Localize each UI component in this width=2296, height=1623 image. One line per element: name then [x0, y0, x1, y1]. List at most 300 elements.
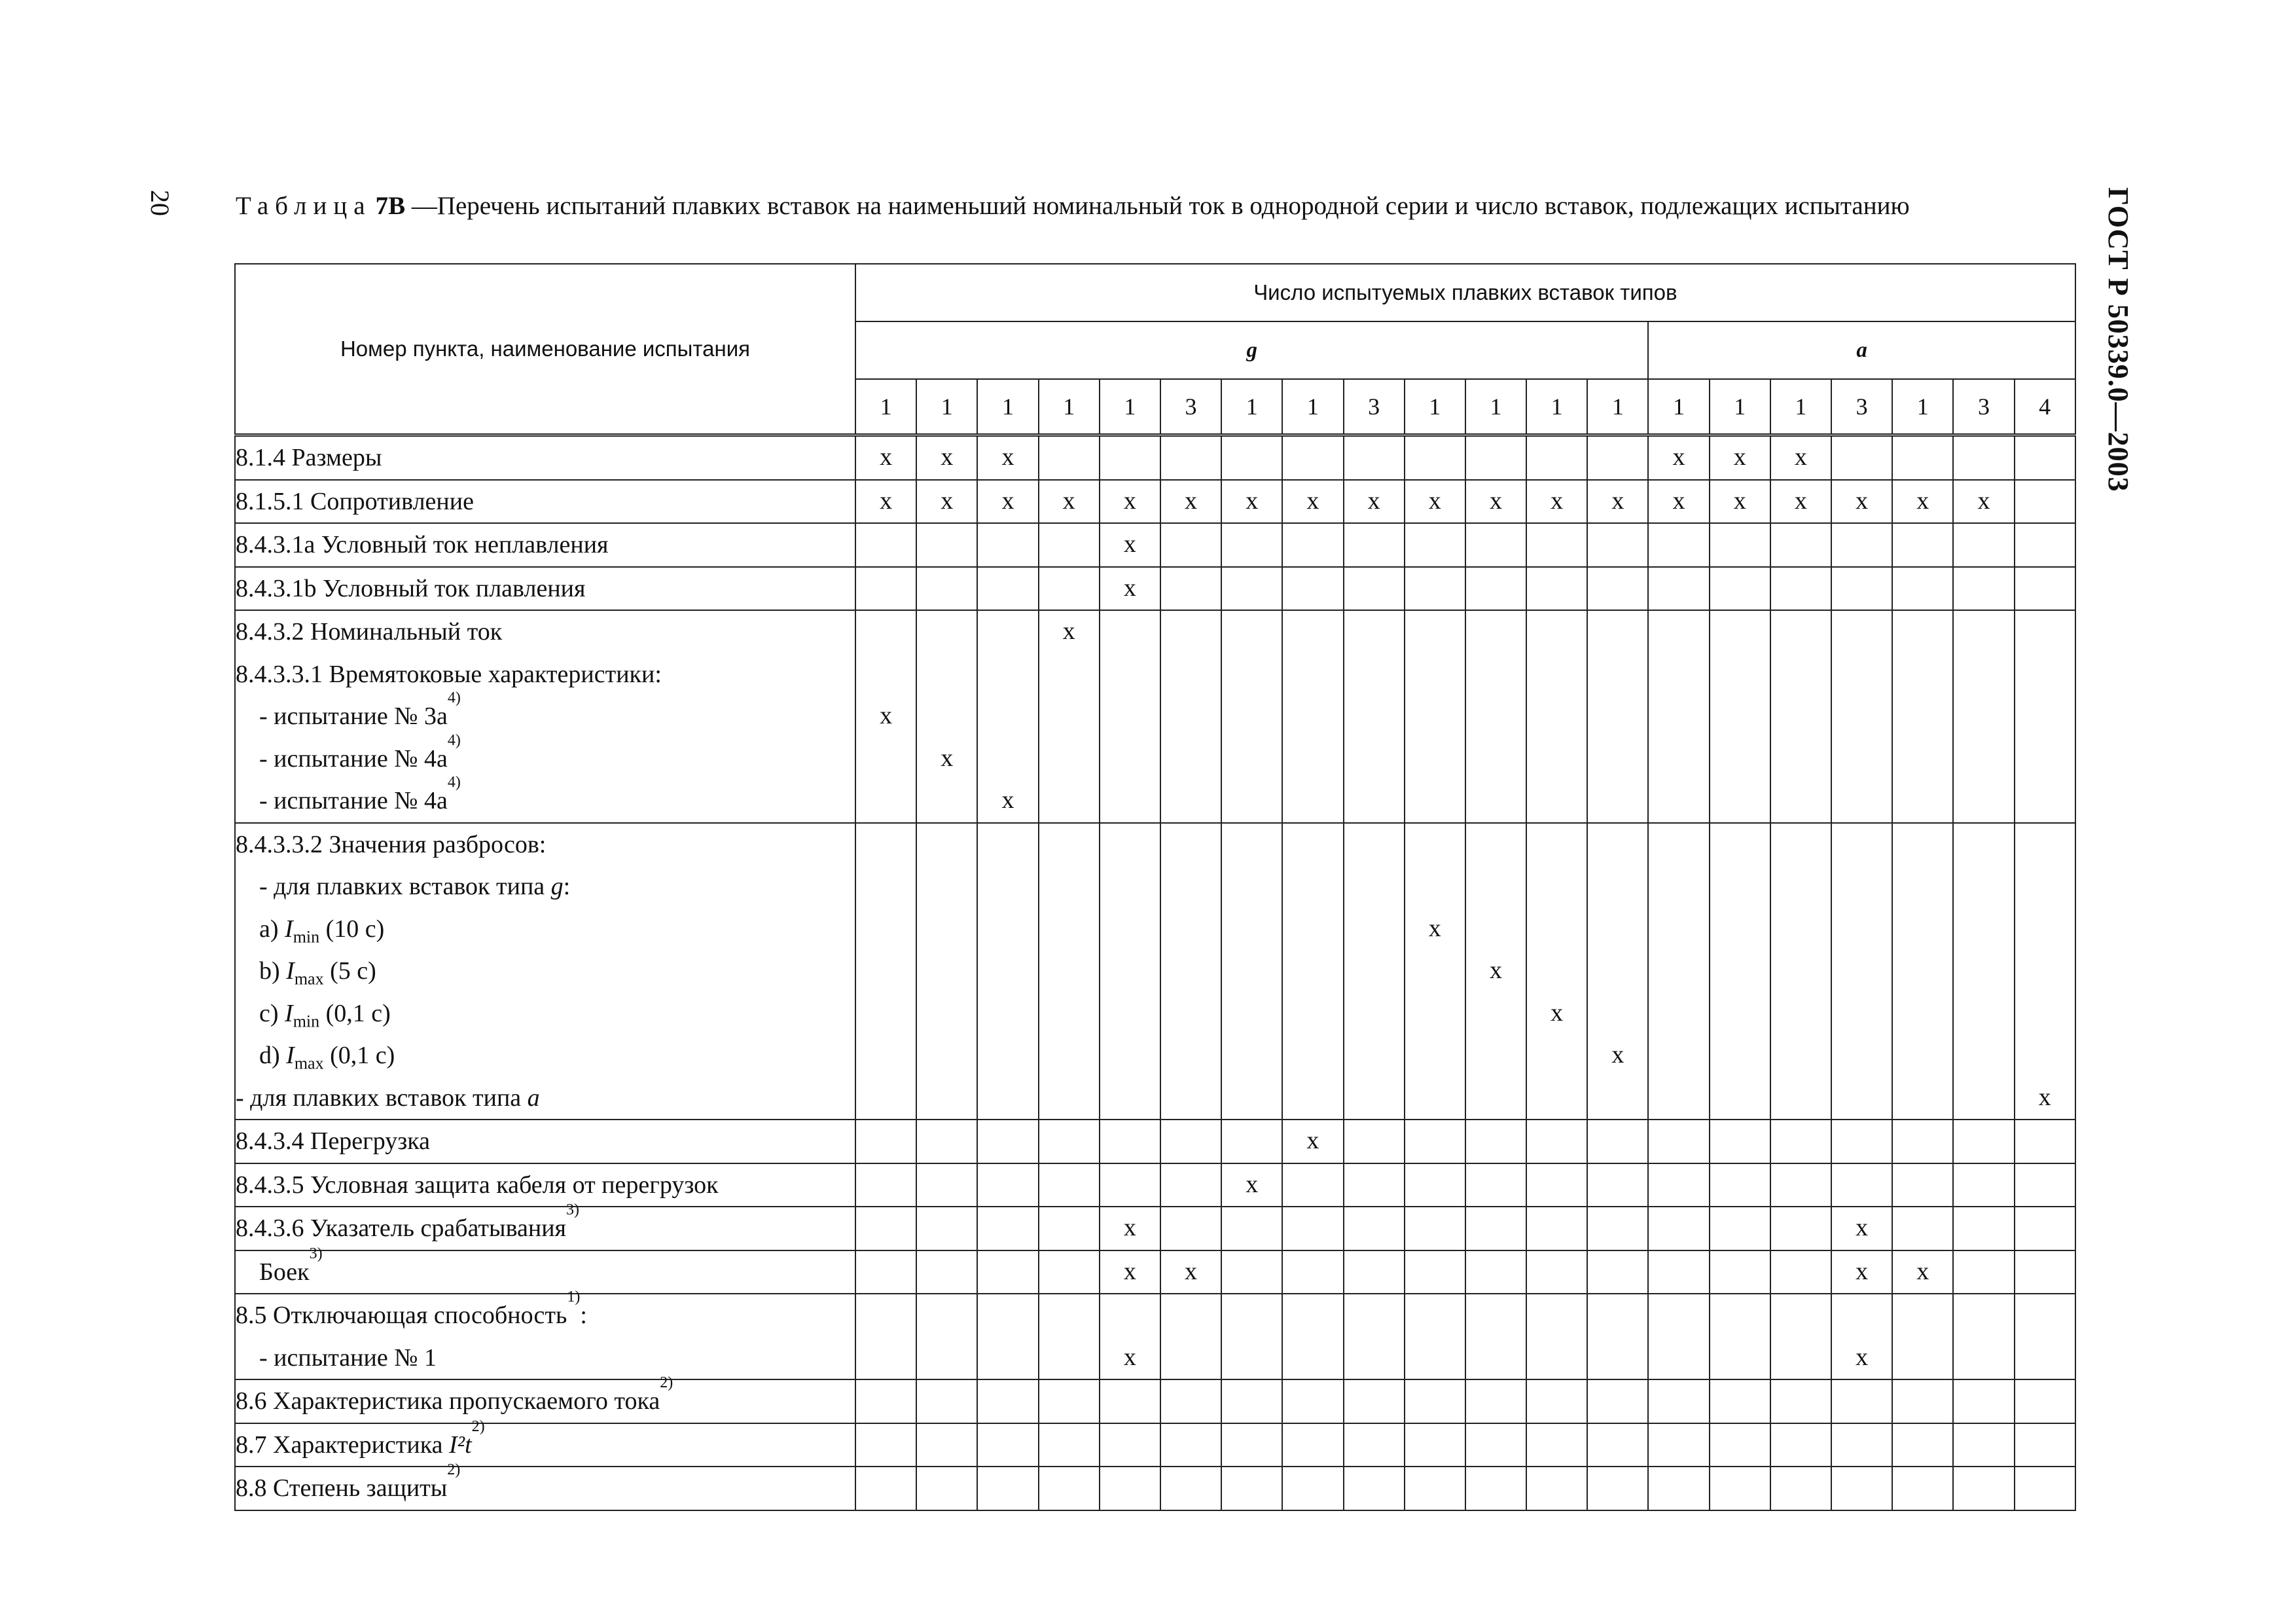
mark-cell — [1770, 823, 1831, 1120]
mark-cell — [1344, 1294, 1405, 1379]
mark-cell — [855, 435, 916, 480]
i2t-symbol: I²t — [449, 1431, 472, 1459]
test-name-line — [236, 1461, 855, 1510]
mark-cell — [977, 1250, 1038, 1294]
test-name-cell — [235, 1201, 855, 1250]
document-code: ГОСТ Р 50339.0—2003 — [2102, 187, 2134, 492]
mark-cell — [1282, 823, 1343, 1120]
mark-cell — [916, 1423, 977, 1467]
mark-cell — [1405, 1250, 1465, 1294]
mark-cell — [1526, 1250, 1587, 1294]
name-column-header: Номер пункта, наименование испытания — [235, 264, 855, 435]
current-symbol: I — [286, 957, 295, 985]
count-header: 1 — [1587, 379, 1648, 435]
test-name-suffix: : — [563, 873, 571, 900]
test-mark: x — [1489, 957, 1502, 984]
mark-cell — [1465, 1294, 1526, 1379]
test-name-suffix: (10 с) — [319, 915, 385, 943]
mark-cell — [1405, 610, 1465, 823]
test-mark: x — [1123, 574, 1136, 602]
mark-cell — [1648, 480, 1709, 524]
mark-cell — [916, 823, 977, 1120]
mark-cell — [1344, 1423, 1405, 1467]
mark-cell — [855, 823, 916, 1120]
mark-cell — [1160, 823, 1221, 1120]
test-name-line — [236, 774, 855, 822]
footnote-ref: 4) — [447, 774, 461, 791]
mark-cell — [1282, 1163, 1343, 1207]
mark-cell — [1465, 1423, 1526, 1467]
test-mark: x — [880, 702, 893, 729]
mark-cell — [1282, 610, 1343, 823]
mark-cell — [1710, 823, 1770, 1120]
mark-cell — [1710, 567, 1770, 611]
count-header: 1 — [916, 379, 977, 435]
mark-cell — [1282, 523, 1343, 567]
test-name-text: Боек — [259, 1258, 310, 1286]
mark-cell — [2015, 1423, 2075, 1467]
table-row — [235, 1379, 2075, 1423]
mark-cell — [1465, 523, 1526, 567]
test-mark: x — [1856, 1214, 1869, 1241]
mark-cell — [1710, 523, 1770, 567]
table-row — [235, 1163, 2075, 1207]
test-mark: x — [1123, 1214, 1136, 1241]
mark-cell — [1587, 1467, 1648, 1510]
mark-cell — [1221, 1423, 1282, 1467]
mark-cell — [1892, 567, 1953, 611]
mark-cell — [1160, 480, 1221, 524]
mark-cell — [1831, 567, 1892, 611]
mark-cell — [1465, 1467, 1526, 1510]
mark-cell — [916, 435, 977, 480]
test-mark: x — [1306, 1127, 1319, 1154]
current-subscript: min — [293, 927, 320, 947]
mark-cell — [1405, 435, 1465, 480]
mark-cell — [977, 435, 1038, 480]
mark-cell — [1160, 1423, 1221, 1467]
mark-cell — [1221, 610, 1282, 823]
mark-cell — [1831, 1250, 1892, 1294]
count-header: 1 — [1892, 379, 1953, 435]
test-name-line — [236, 1245, 855, 1294]
mark-cell — [1892, 1423, 1953, 1467]
mark-cell — [1344, 1163, 1405, 1207]
mark-cell — [1160, 1207, 1221, 1250]
mark-cell — [1953, 1379, 2014, 1423]
test-name-line — [236, 481, 855, 523]
test-name-text: - испытание № 4а — [259, 787, 448, 814]
mark-cell — [1160, 523, 1221, 567]
test-mark: x — [1123, 486, 1136, 515]
mark-cell — [1344, 523, 1405, 567]
mark-cell — [1282, 1120, 1343, 1163]
mark-cell — [1039, 567, 1100, 611]
test-name-line — [236, 993, 855, 1035]
test-mark: x — [1977, 486, 1990, 515]
count-header: 1 — [1039, 379, 1100, 435]
test-mark: x — [1001, 443, 1014, 471]
mark-cell — [1100, 1120, 1160, 1163]
test-name-line — [236, 866, 855, 908]
mark-cell — [1892, 1294, 1953, 1379]
test-name-line — [236, 1077, 855, 1120]
test-name-line — [236, 611, 855, 653]
mark-cell — [1648, 610, 1709, 823]
test-mark: x — [880, 486, 893, 515]
mark-cell — [1039, 435, 1100, 480]
test-mark: x — [1794, 486, 1807, 515]
mark-cell — [1770, 567, 1831, 611]
test-name-line — [236, 1120, 855, 1163]
test-mark: x — [1185, 486, 1198, 515]
table-row — [235, 523, 2075, 567]
test-name-cell — [235, 610, 855, 823]
test-name-text: 8.6 Характеристика пропускаемого тока — [236, 1387, 660, 1415]
test-name-suffix: (0,1 с) — [323, 1042, 395, 1069]
test-mark: x — [1306, 486, 1319, 515]
mark-cell — [1953, 435, 2014, 480]
mark-cell — [916, 523, 977, 567]
mark-cell — [1465, 610, 1526, 823]
test-name-text: 8.4.3.5 Условная защита кабеля от перегрузок — [236, 1171, 719, 1199]
mark-cell — [1526, 435, 1587, 480]
mark-cell — [1953, 1120, 2014, 1163]
mark-cell — [1282, 480, 1343, 524]
mark-cell — [1221, 1294, 1282, 1379]
mark-cell — [1770, 435, 1831, 480]
mark-cell — [1648, 1467, 1709, 1510]
test-mark: x — [1246, 486, 1259, 515]
test-mark: x — [1123, 530, 1136, 558]
mark-cell — [1526, 1120, 1587, 1163]
mark-cell — [1405, 523, 1465, 567]
mark-cell — [855, 1467, 916, 1510]
mark-cell — [1587, 1294, 1648, 1379]
mark-cell — [1039, 1467, 1100, 1510]
mark-cell — [1587, 435, 1648, 480]
mark-cell — [1892, 1467, 1953, 1510]
mark-cell — [1770, 480, 1831, 524]
current-subscript: max — [294, 969, 324, 989]
mark-cell — [1831, 523, 1892, 567]
mark-cell — [1587, 823, 1648, 1120]
tests-table — [234, 263, 2076, 1511]
test-name-line — [236, 731, 855, 780]
mark-cell — [1282, 1379, 1343, 1423]
mark-cell — [1710, 1207, 1770, 1250]
mark-cell — [855, 610, 916, 823]
footnote-ref: 1) — [567, 1288, 581, 1305]
test-mark: x — [1916, 1257, 1929, 1285]
count-header: 3 — [1344, 379, 1405, 435]
test-name-text: 8.4.3.1a Условный ток неплавления — [236, 531, 609, 558]
mark-cell — [1648, 1207, 1709, 1250]
mark-cell — [1587, 610, 1648, 823]
mark-cell — [1160, 1467, 1221, 1510]
mark-cell — [1953, 1207, 2014, 1250]
mark-cell — [1405, 480, 1465, 524]
mark-cell — [1831, 1467, 1892, 1510]
mark-cell — [1100, 1294, 1160, 1379]
mark-cell — [855, 480, 916, 524]
mark-cell — [1831, 1207, 1892, 1250]
mark-cell — [1100, 823, 1160, 1120]
count-header: 1 — [1100, 379, 1160, 435]
mark-cell — [1831, 1120, 1892, 1163]
test-name-text: - для плавких вставок типа — [236, 1084, 522, 1112]
test-mark: x — [941, 443, 954, 471]
mark-cell — [1344, 567, 1405, 611]
mark-cell — [1221, 480, 1282, 524]
mark-cell — [1770, 1120, 1831, 1163]
mark-cell — [1039, 1163, 1100, 1207]
mark-cell — [1710, 610, 1770, 823]
mark-cell — [916, 1250, 977, 1294]
mark-cell — [1465, 1163, 1526, 1207]
mark-cell — [1526, 610, 1587, 823]
test-mark: x — [1856, 486, 1869, 515]
mark-cell — [1100, 1250, 1160, 1294]
test-name-cell — [235, 1374, 855, 1423]
test-name-cell — [235, 435, 855, 480]
type-a-header: a — [1648, 321, 2075, 379]
mark-cell — [1526, 523, 1587, 567]
mark-cell — [1221, 523, 1282, 567]
type-g-header: g — [855, 321, 1648, 379]
test-name-text: 8.4.3.1b Условный ток плавления — [236, 574, 586, 602]
mark-cell — [2015, 435, 2075, 480]
count-header: 1 — [1710, 379, 1770, 435]
mark-cell — [916, 480, 977, 524]
mark-cell — [855, 1207, 916, 1250]
test-name-line — [236, 1288, 855, 1337]
test-name-text: 8.7 Характеристика — [236, 1431, 450, 1459]
mark-cell — [2015, 480, 2075, 524]
mark-cell — [1831, 435, 1892, 480]
mark-cell — [1039, 480, 1100, 524]
count-header: 1 — [1221, 379, 1282, 435]
test-mark: x — [1001, 486, 1014, 515]
test-name-line — [236, 437, 855, 479]
test-name-line — [236, 524, 855, 566]
mark-cell — [1405, 1467, 1465, 1510]
test-name-cell — [235, 567, 855, 611]
mark-cell — [1221, 1207, 1282, 1250]
mark-cell — [1100, 1379, 1160, 1423]
mark-cell — [977, 823, 1038, 1120]
test-mark: x — [1733, 486, 1746, 515]
test-name-line — [236, 1164, 855, 1207]
test-mark: x — [1367, 486, 1380, 515]
table-row — [235, 1120, 2075, 1163]
mark-cell — [1282, 567, 1343, 611]
mark-cell — [1221, 1379, 1282, 1423]
mark-cell — [1648, 1294, 1709, 1379]
test-mark: x — [1672, 443, 1685, 471]
mark-cell — [1710, 1423, 1770, 1467]
test-name-text: 8.4.3.4 Перегрузка — [236, 1127, 431, 1155]
mark-cell — [1405, 1379, 1465, 1423]
mark-cell — [1282, 1207, 1343, 1250]
mark-cell — [1160, 1250, 1221, 1294]
test-name-line — [236, 568, 855, 610]
mark-cell — [1710, 1163, 1770, 1207]
type-variable: a — [527, 1084, 540, 1112]
table-row — [235, 1207, 2075, 1250]
mark-cell — [1953, 1294, 2014, 1379]
test-name-line — [236, 653, 855, 696]
count-header: 1 — [1405, 379, 1465, 435]
test-mark: x — [1611, 1041, 1624, 1068]
test-name-text: a) — [259, 915, 285, 943]
test-name-suffix: (5 с) — [323, 957, 376, 985]
current-symbol: I — [285, 999, 293, 1027]
mark-cell — [1526, 1379, 1587, 1423]
test-name-cell — [235, 1461, 855, 1510]
mark-cell — [1892, 435, 1953, 480]
test-mark: x — [1794, 443, 1807, 471]
mark-cell — [1648, 1120, 1709, 1163]
test-name-text: 8.4.3.6 Указатель срабатывания — [236, 1214, 567, 1242]
mark-cell — [1526, 480, 1587, 524]
mark-cell — [977, 1120, 1038, 1163]
mark-cell — [855, 1379, 916, 1423]
test-name-suffix: : — [580, 1302, 587, 1329]
mark-cell — [1160, 1294, 1221, 1379]
count-header: 3 — [1953, 379, 2014, 435]
mark-cell — [1039, 523, 1100, 567]
mark-cell — [1465, 1379, 1526, 1423]
mark-cell — [916, 610, 977, 823]
mark-cell — [977, 480, 1038, 524]
mark-cell — [1587, 1250, 1648, 1294]
mark-cell — [1039, 610, 1100, 823]
mark-cell — [1710, 1294, 1770, 1379]
mark-cell — [1648, 435, 1709, 480]
mark-cell — [1953, 823, 2014, 1120]
table-row — [235, 823, 2075, 1120]
mark-cell — [916, 1379, 977, 1423]
mark-cell — [1710, 1120, 1770, 1163]
test-mark: x — [1062, 486, 1075, 515]
mark-cell — [1587, 1207, 1648, 1250]
mark-cell — [1344, 610, 1405, 823]
mark-cell — [1831, 823, 1892, 1120]
mark-cell — [2015, 610, 2075, 823]
test-name-text: 8.4.3.3.1 Времятоковые характеристики: — [236, 660, 662, 688]
mark-cell — [1100, 435, 1160, 480]
test-name-line — [236, 1034, 855, 1077]
test-name-text: - испытание № 1 — [259, 1343, 437, 1372]
mark-cell — [1465, 1250, 1526, 1294]
test-name-text: d) — [259, 1042, 287, 1069]
mark-cell — [1221, 435, 1282, 480]
mark-cell — [977, 1294, 1038, 1379]
test-name-line — [236, 908, 855, 951]
mark-cell — [855, 523, 916, 567]
count-header: 3 — [1160, 379, 1221, 435]
test-name-text: - для плавких вставок типа — [259, 873, 545, 900]
mark-cell — [855, 1250, 916, 1294]
mark-cell — [1770, 1379, 1831, 1423]
mark-cell — [1160, 1120, 1221, 1163]
mark-cell — [1710, 1250, 1770, 1294]
mark-cell — [916, 1120, 977, 1163]
table-row — [235, 435, 2075, 480]
count-header: 1 — [1648, 379, 1709, 435]
test-name-cell — [235, 480, 855, 524]
mark-cell — [977, 523, 1038, 567]
mark-cell — [1953, 523, 2014, 567]
mark-cell — [1587, 1423, 1648, 1467]
test-name-text: - испытание № 3а — [259, 702, 448, 730]
mark-cell — [1160, 1379, 1221, 1423]
mark-cell — [1160, 435, 1221, 480]
mark-cell — [977, 1163, 1038, 1207]
mark-cell — [1405, 1423, 1465, 1467]
mark-cell — [1892, 610, 1953, 823]
mark-cell — [1831, 1294, 1892, 1379]
type-variable: g — [550, 873, 564, 900]
mark-cell — [1831, 1423, 1892, 1467]
mark-cell — [1587, 567, 1648, 611]
test-mark: x — [1489, 486, 1502, 515]
mark-cell — [1831, 1379, 1892, 1423]
mark-cell — [1892, 1250, 1953, 1294]
test-mark: x — [1611, 486, 1624, 515]
mark-cell — [1770, 610, 1831, 823]
mark-cell — [916, 1163, 977, 1207]
mark-cell — [1282, 1423, 1343, 1467]
test-mark: x — [1428, 914, 1441, 942]
mark-cell — [1344, 1207, 1405, 1250]
current-symbol: I — [285, 915, 293, 943]
test-name-line — [236, 1374, 855, 1423]
mark-cell — [2015, 567, 2075, 611]
mark-cell — [977, 1207, 1038, 1250]
mark-cell — [1039, 1294, 1100, 1379]
test-mark: x — [1551, 486, 1564, 515]
mark-cell — [1100, 610, 1160, 823]
mark-cell — [1648, 1163, 1709, 1207]
table-row — [235, 610, 2075, 823]
mark-cell — [1710, 1379, 1770, 1423]
mark-cell — [1100, 480, 1160, 524]
mark-cell — [977, 567, 1038, 611]
footnote-ref: 4) — [447, 731, 461, 749]
test-name-text: c) — [259, 999, 285, 1027]
test-name-cell — [235, 1288, 855, 1379]
footnote-ref: 2) — [660, 1374, 673, 1391]
mark-cell — [1526, 567, 1587, 611]
count-header: 4 — [2015, 379, 2075, 435]
mark-cell — [1039, 1207, 1100, 1250]
test-name-line — [236, 824, 855, 866]
mark-cell — [2015, 1379, 2075, 1423]
mark-cell — [977, 610, 1038, 823]
test-mark: x — [941, 486, 954, 515]
mark-cell — [855, 1423, 916, 1467]
mark-cell — [2015, 523, 2075, 567]
mark-cell — [1770, 1207, 1831, 1250]
current-symbol: I — [286, 1042, 295, 1069]
mark-cell — [916, 567, 977, 611]
mark-cell — [2015, 1207, 2075, 1250]
mark-cell — [2015, 1250, 2075, 1294]
mark-cell — [1648, 823, 1709, 1120]
test-mark: x — [1856, 1257, 1869, 1285]
